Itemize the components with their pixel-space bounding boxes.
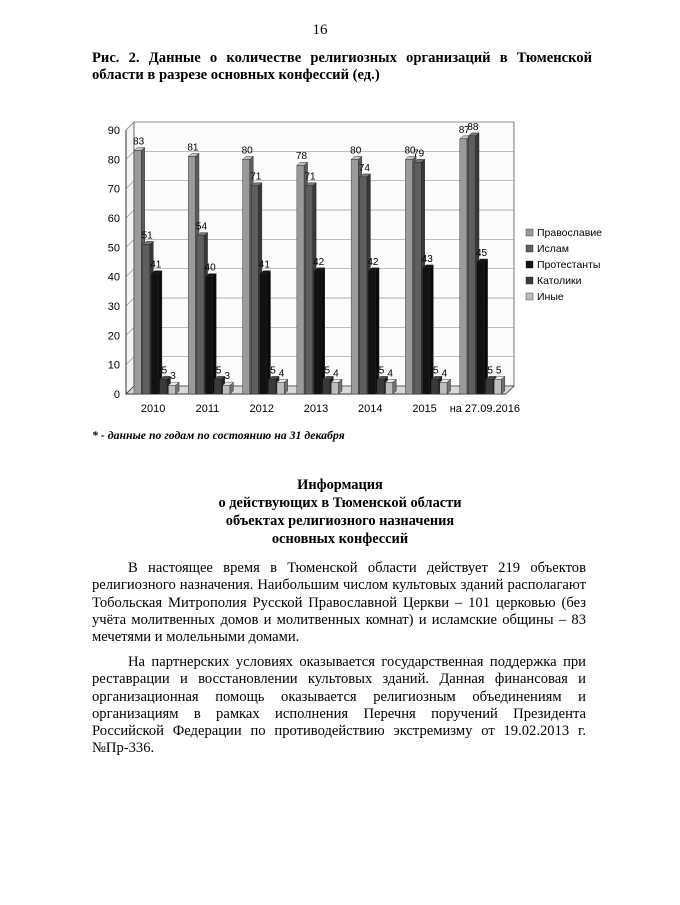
- bar: [197, 236, 204, 394]
- bar: [188, 156, 195, 394]
- legend-swatch: [526, 293, 533, 300]
- data-label: 3: [170, 371, 176, 383]
- y-tick-label: 20: [107, 330, 120, 343]
- bar: [277, 382, 284, 394]
- data-label: 5: [433, 365, 439, 377]
- data-label: 51: [141, 230, 153, 242]
- legend-label: Католики: [537, 275, 582, 287]
- data-label: 74: [358, 162, 370, 174]
- bar: [377, 379, 384, 394]
- bar: [297, 165, 304, 394]
- data-label: 41: [258, 259, 270, 271]
- bar: [468, 136, 475, 394]
- y-tick-label: 40: [107, 271, 120, 284]
- bar: [477, 262, 484, 394]
- bar: [168, 385, 175, 394]
- x-tick-label: 2012: [249, 403, 274, 415]
- bar: [440, 382, 447, 394]
- legend-swatch: [526, 277, 533, 284]
- x-tick-label: 2014: [358, 403, 383, 415]
- bar: [360, 177, 367, 394]
- x-tick-label: на 27.09.2016: [449, 403, 521, 415]
- bar: [494, 379, 501, 394]
- bar: [223, 385, 230, 394]
- bar: [251, 186, 258, 394]
- chart-footnote: * - данные по годам по состоянию на 31 декабря: [92, 428, 345, 442]
- bar: [323, 379, 330, 394]
- bar: [305, 186, 312, 394]
- data-label: 79: [413, 148, 425, 160]
- data-label: 71: [304, 171, 316, 183]
- info-title: [0, 476, 680, 548]
- data-label: 4: [278, 368, 285, 380]
- data-label: 41: [150, 259, 162, 271]
- x-tick-label: 2011: [195, 403, 220, 415]
- data-label: 43: [421, 253, 433, 265]
- bar: [243, 159, 250, 394]
- info-title-line: основных конфессий: [271, 531, 409, 547]
- data-label: 4: [333, 368, 339, 380]
- legend-label: Протестанты: [537, 259, 601, 271]
- data-label: 5: [270, 365, 276, 377]
- data-label: 5: [487, 365, 493, 377]
- info-title-line: о действующих в Тюменской области: [218, 495, 462, 511]
- bar: [214, 379, 221, 394]
- data-label: 88: [467, 121, 479, 133]
- data-label: 87: [458, 124, 470, 136]
- bar: [314, 271, 321, 394]
- data-label: 80: [350, 145, 362, 157]
- data-label: 5: [215, 365, 222, 377]
- data-label: 81: [187, 142, 199, 154]
- x-tick-label: 2013: [303, 403, 329, 415]
- y-tick-label: 50: [107, 242, 120, 255]
- data-label: 5: [495, 365, 502, 377]
- data-label: 5: [161, 365, 168, 377]
- legend-swatch: [526, 229, 533, 236]
- y-tick-label: 70: [107, 183, 120, 196]
- legend-swatch: [526, 261, 533, 268]
- data-label: 80: [404, 145, 416, 157]
- info-title-line: объектах религиозного назначения: [225, 513, 455, 529]
- bar: [368, 271, 375, 394]
- legend-label: Православие: [537, 227, 603, 239]
- y-tick-label: 90: [107, 125, 120, 137]
- bar: [205, 277, 212, 394]
- data-label: 45: [475, 248, 488, 259]
- legend-swatch: [526, 245, 533, 252]
- data-label: 4: [387, 368, 393, 380]
- data-label: 78: [295, 151, 308, 163]
- page-number: 16: [312, 22, 328, 38]
- y-tick-label: 10: [107, 359, 120, 372]
- legend-label: Ислам: [537, 243, 569, 255]
- bar: [423, 268, 430, 394]
- y-tick-label: 0: [113, 389, 120, 401]
- bar: [331, 382, 338, 394]
- x-tick-label: 2010: [140, 403, 166, 415]
- bar: [414, 162, 421, 394]
- y-tick-label: 80: [107, 154, 120, 167]
- plot-side-wall: [126, 122, 134, 394]
- bar: [143, 244, 150, 394]
- bar: [460, 139, 467, 394]
- y-tick-label: 60: [107, 213, 120, 225]
- data-label: 42: [367, 256, 379, 268]
- data-label: 80: [241, 145, 253, 157]
- bar: [260, 274, 267, 394]
- data-label: 3: [224, 371, 231, 383]
- figure-caption: Рис. 2. Данные о количестве религиозных организаций в Тюменской области в разрезе основных конфессий (ед.): [92, 50, 592, 83]
- x-tick-label: 2015: [412, 403, 437, 415]
- data-label: 83: [133, 136, 145, 148]
- bar: [386, 382, 393, 394]
- y-tick-label: 30: [107, 301, 120, 313]
- bar: [151, 274, 158, 394]
- data-label: 54: [195, 221, 208, 233]
- bar-chart: [88, 112, 603, 452]
- bar: [405, 159, 412, 394]
- info-title-line: Информация: [297, 477, 383, 493]
- legend-label: Иные: [537, 291, 564, 303]
- bar: [351, 159, 358, 394]
- data-label: 5: [324, 365, 331, 377]
- data-label: 40: [204, 262, 216, 274]
- body-paragraph: В настоящее время в Тюменской области действует 219 объектов религиозного назначения. Наибольшим числом культовых зданий располагают Тобольская Митрополия Русской Православной Церкви – 101 церковью (без учёта молитвенных домов и молитвенных комнат) и исламские общины – 83 мечетями и молельными домами.: [92, 560, 586, 646]
- body-paragraph: На партнерских условиях оказывается государственная поддержка при реставрации и восстановлении культовых зданий. Данная финансовая и организационная помощь оказывается религиозным объединениям и организациям в рамках исполнения Перечня поручений Президента Российской Федерации по противодействию экстремизму от 19.02.2013 г. №Пр-336.: [92, 654, 586, 757]
- bar: [268, 379, 275, 394]
- data-label: 5: [378, 365, 385, 377]
- bar: [160, 379, 167, 394]
- data-label: 4: [441, 368, 448, 380]
- data-label: 71: [250, 171, 262, 183]
- bar: [134, 151, 141, 394]
- data-label: 42: [313, 256, 325, 268]
- bar: [486, 379, 493, 394]
- bar: [431, 379, 438, 394]
